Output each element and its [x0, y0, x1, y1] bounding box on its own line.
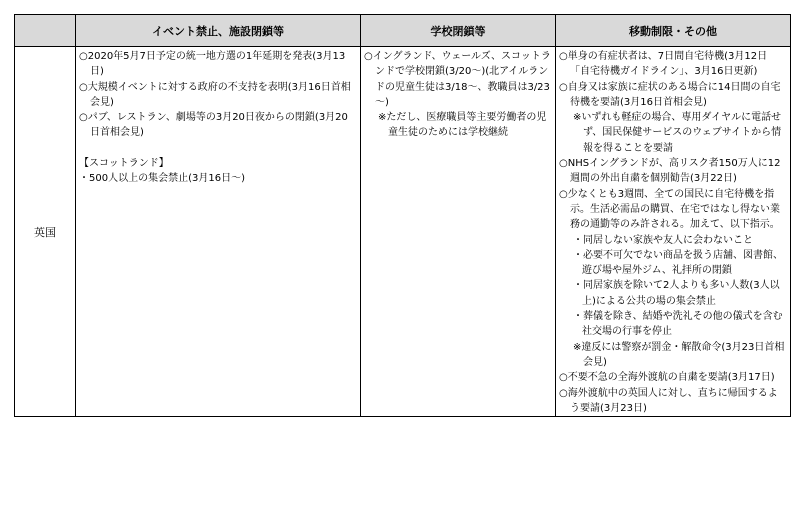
list-item: 【スコットランド】: [79, 158, 169, 170]
schools-cell: [361, 47, 556, 417]
spacer: [79, 141, 357, 156]
list-item: ・500人以上の集会禁止(3月16日～): [79, 173, 245, 185]
list-item: ○海外渡航中の英国人に対し、直ちに帰国するよう要請(3月23日): [559, 387, 778, 414]
events-list: [76, 47, 360, 187]
country-cell: 英国: [15, 47, 76, 417]
list-item: ・同居しない家族や友人に会わないこと: [573, 234, 753, 246]
list-item: ○イングランド、ウェールズ、スコットランドで学校閉鎖(3/20～)(北アイルランドの児童生徒は3/18～、教職員は3/23～): [364, 51, 551, 108]
list-item: ※違反には警察が罰金・解散命令(3月23日首相会見): [573, 341, 785, 368]
list-item: ・葬儀を除き、結婚や洗礼その他の儀式を含む社交場の行事を停止: [573, 311, 783, 338]
list-item: ※いずれも軽症の場合、専用ダイヤルに電話せず、国民保健サービスのウェブサイトから情報を得ることを要請: [573, 112, 782, 154]
list-item: ○少なくとも3週間、全ての国民に自宅待機を指示。生活必需品の購買、在宅ではなし得ない業務の通勤等のみ許される。加えて、以下指示。: [559, 188, 780, 231]
header-row: [15, 15, 791, 47]
header-events: イベント禁止、施設閉鎖等: [76, 15, 361, 47]
list-item: ○大規模イベントに対する政府の不支持を表明(3月16日首相会見): [79, 81, 351, 108]
movement-list: [556, 47, 790, 416]
header-schools: 学校閉鎖等: [361, 15, 556, 47]
movement-cell: [556, 47, 791, 417]
list-item: ○不要不急の全海外渡航の自粛を要請(3月17日): [559, 372, 775, 384]
list-item: ○パブ、レストラン、劇場等の3月20日夜からの閉鎖(3月20日首相会見): [79, 112, 348, 139]
schools-list: [361, 47, 555, 141]
list-item: ○単身の有症状者は、7日間自宅待機(3月12日「自宅待機ガイドライン」、3月16日更新): [559, 51, 768, 78]
table-row: [15, 47, 791, 417]
header-movement: 移動制限・その他: [556, 15, 791, 47]
list-item: ・同居家族を除いて2人よりも多い人数(3人以上)による公共の場の集会禁止: [573, 280, 780, 307]
list-item: ○自身又は家族に症状のある場合に14日間の自宅待機を要請(3月16日首相会見): [559, 81, 781, 108]
list-item: ※ただし、医療職員等主要労働者の児童生徒のためには学校継続: [378, 112, 547, 139]
measures-table: [14, 14, 791, 417]
list-item: ○2020年5月7日予定の統一地方選の1年延期を発表(3月13日): [79, 51, 346, 78]
events-cell: [76, 47, 361, 417]
list-item: ○NHSイングランドが、高リスク者150万人に12週間の外出自粛を個別勧告(3月22日): [559, 158, 781, 185]
list-item: ・必要不可欠でない商品を扱う店舗、図書館、遊び場や屋外ジム、礼拝所の閉鎖: [573, 249, 783, 277]
header-corner: [15, 15, 76, 47]
